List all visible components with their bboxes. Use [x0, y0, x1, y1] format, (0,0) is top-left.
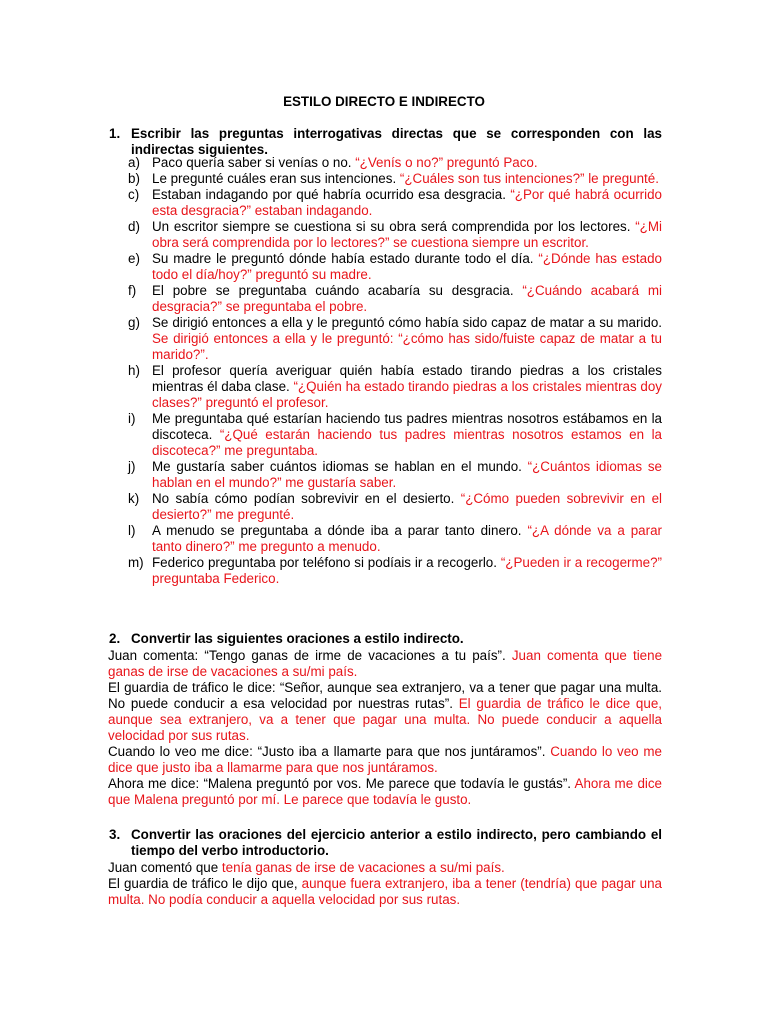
- section-1-heading-text: Escribir las preguntas interrogativas directas que se corresponden con las indirectas siguientes.: [131, 126, 662, 157]
- section-2-heading: [109, 631, 662, 647]
- item-text: [152, 251, 662, 283]
- item-letter: j): [128, 459, 136, 474]
- item-text: [152, 555, 662, 587]
- section-3-heading-text: Convertir las oraciones del ejercicio anterior a estilo indirecto, pero cambiando el tiempo del verbo introductorio.: [131, 827, 662, 858]
- item-text: [152, 523, 662, 555]
- source-text: Juan comenta: “Tengo ganas de irme de vacaciones a tu país”.: [108, 648, 512, 663]
- answer-text: Se dirigió entonces a ella y le preguntó: “¿cómo has sido/fuiste capaz de matar a tu marido?”.: [152, 331, 662, 362]
- question-text: Federico preguntaba por teléfono si podíais ir a recogerlo.: [152, 555, 501, 570]
- answer-text: tenía ganas de irse de vacaciones a su/mi país.: [221, 860, 505, 875]
- exercise-item: [128, 171, 662, 187]
- paragraph: [108, 648, 662, 680]
- item-letter: g): [128, 315, 140, 330]
- answer-text: El guardia de tráfico le dice que, aunque sea extranjero, va a tener que pagar una multa. No puede conducir a aquella velocidad por sus rutas.: [108, 696, 662, 743]
- answer-text: “¿Pueden ir a recogerme?” preguntaba Federico.: [152, 555, 662, 586]
- answer-text: “¿Quién ha estado tirando piedras a los cristales mientras doy clases?” preguntó el profesor.: [152, 379, 662, 410]
- exercise-item: [128, 555, 662, 587]
- item-text: [152, 171, 662, 187]
- section-2-heading-text: Convertir las siguientes oraciones a estilo indirecto.: [131, 631, 464, 646]
- paragraph: [108, 860, 662, 876]
- answer-text: “¿Cuáles son tus intenciones?” le pregunté.: [399, 171, 659, 186]
- answer-text: aunque fuera extranjero, iba a tener (tendría) que pagar una multa. No podía conducir a aquella velocidad por sus rutas.: [108, 876, 662, 907]
- item-letter: l): [128, 523, 136, 538]
- item-letter: c): [128, 187, 140, 202]
- document-title: ESTILO DIRECTO E INDIRECTO: [283, 94, 485, 109]
- answer-text: “¿Cuándo acabará mi desgracia?” se preguntaba el pobre.: [152, 283, 662, 314]
- item-letter: m): [128, 555, 144, 570]
- paragraph: [108, 744, 662, 776]
- question-text: El pobre se preguntaba cuándo acabaría su desgracia.: [152, 283, 523, 298]
- exercise-item: [128, 315, 662, 363]
- source-text: El guardia de tráfico le dijo que,: [108, 876, 302, 891]
- question-text: A menudo se preguntaba a dónde iba a parar tanto dinero.: [152, 523, 528, 538]
- exercise-item: [128, 523, 662, 555]
- question-text: Me preguntaba qué estarían haciendo tus padres mientras nosotros estábamos en la discoteca.: [152, 411, 662, 442]
- item-letter: e): [128, 251, 140, 266]
- question-text: No sabía cómo podían sobrevivir en el desierto.: [152, 491, 461, 506]
- item-text: [152, 283, 662, 315]
- item-letter: h): [128, 363, 140, 378]
- item-text: [152, 491, 662, 523]
- item-letter: f): [128, 283, 137, 298]
- item-text: [152, 363, 662, 411]
- answer-text: “¿Por qué habrá ocurrido esta desgracia?” estaban indagando.: [152, 187, 662, 218]
- answer-text: “¿Mi obra será comprendida por lo lectores?” se cuestiona siempre un escritor.: [152, 219, 662, 250]
- item-letter: b): [128, 171, 140, 186]
- exercise-item: [128, 363, 662, 411]
- item-text: [152, 411, 662, 459]
- exercise-item: [128, 283, 662, 315]
- question-text: El profesor quería averiguar quién había estado tirando piedras a los cristales mientras él daba clase.: [152, 363, 662, 394]
- question-text: Su madre le preguntó dónde había estado durante todo el día.: [152, 251, 539, 266]
- exercise-item: [128, 187, 662, 219]
- exercise-item: [128, 155, 662, 171]
- answer-text: “¿Qué estarán haciendo tus padres mientras nosotros estamos en la discoteca?” me preguntaba.: [152, 427, 662, 458]
- exercise-item: [128, 491, 662, 523]
- item-text: [152, 219, 662, 251]
- item-text: [152, 315, 662, 363]
- exercise-item: [128, 411, 662, 459]
- answer-text: Ahora me dice que Malena preguntó por mí. Le parece que todavía le gusto.: [108, 776, 663, 807]
- question-text: Estaban indagando por qué habría ocurrido esa desgracia.: [152, 187, 511, 202]
- section-2-body: [108, 648, 662, 808]
- item-text: [152, 459, 662, 491]
- source-text: Ahora me dice: “Malena preguntó por vos. Me parece que todavía le gustás”.: [108, 776, 575, 791]
- answer-text: “¿Venís o no?” preguntó Paco.: [355, 155, 538, 170]
- source-text: Juan comentó que: [108, 860, 222, 875]
- answer-text: “¿Cómo pueden sobrevivir en el desierto?” me pregunté.: [152, 491, 662, 522]
- answer-text: “¿Dónde has estado todo el día/hoy?” preguntó su madre.: [152, 251, 662, 282]
- question-text: Me gustaría saber cuántos idiomas se hablan en el mundo.: [152, 459, 528, 474]
- item-letter: k): [128, 491, 140, 506]
- question-text: Le pregunté cuáles eran sus intenciones.: [152, 171, 400, 186]
- question-text: Un escritor siempre se cuestiona si su obra será comprendida por los lectores.: [152, 219, 636, 234]
- exercise-item: [128, 251, 662, 283]
- section-1-heading: [109, 126, 662, 158]
- source-text: Cuando lo veo me dice: “Justo iba a llamarte para que nos juntáramos”.: [108, 744, 551, 759]
- item-letter: i): [128, 411, 136, 426]
- answer-text: “¿Cuántos idiomas se hablan en el mundo?” me gustaría saber.: [152, 459, 662, 490]
- section-3-heading: [109, 827, 662, 859]
- exercise-item: [128, 219, 662, 251]
- question-text: Paco quería saber si venías o no.: [152, 155, 356, 170]
- section-2-number: 2.: [109, 631, 121, 646]
- exercise-item: [128, 459, 662, 491]
- section-1-list: [0, 155, 768, 587]
- answer-text: Juan comenta que tiene ganas de irse de vacaciones a su/mi país.: [108, 648, 663, 679]
- source-text: El guardia de tráfico le dice: “Señor, aunque sea extranjero, va a tener que pagar una multa. No puede conducir a esa velocidad por nuestras rutas”.: [108, 680, 662, 711]
- answer-text: “¿A dónde va a parar tanto dinero?” me pregunto a menudo.: [152, 523, 662, 554]
- answer-text: Cuando lo veo me dice que justo iba a llamarme para que nos juntáramos.: [108, 744, 662, 775]
- item-text: [152, 155, 662, 171]
- question-text: Se dirigió entonces a ella y le preguntó cómo había sido capaz de matar a su marido.: [152, 315, 662, 330]
- paragraph: [108, 776, 662, 808]
- section-1-number: 1.: [109, 126, 121, 141]
- item-letter: d): [128, 219, 140, 234]
- section-3-body: [108, 860, 662, 908]
- section-3-number: 3.: [109, 827, 121, 842]
- item-letter: a): [128, 155, 140, 170]
- paragraph: [108, 680, 662, 744]
- paragraph: [108, 876, 662, 908]
- item-text: [152, 187, 662, 219]
